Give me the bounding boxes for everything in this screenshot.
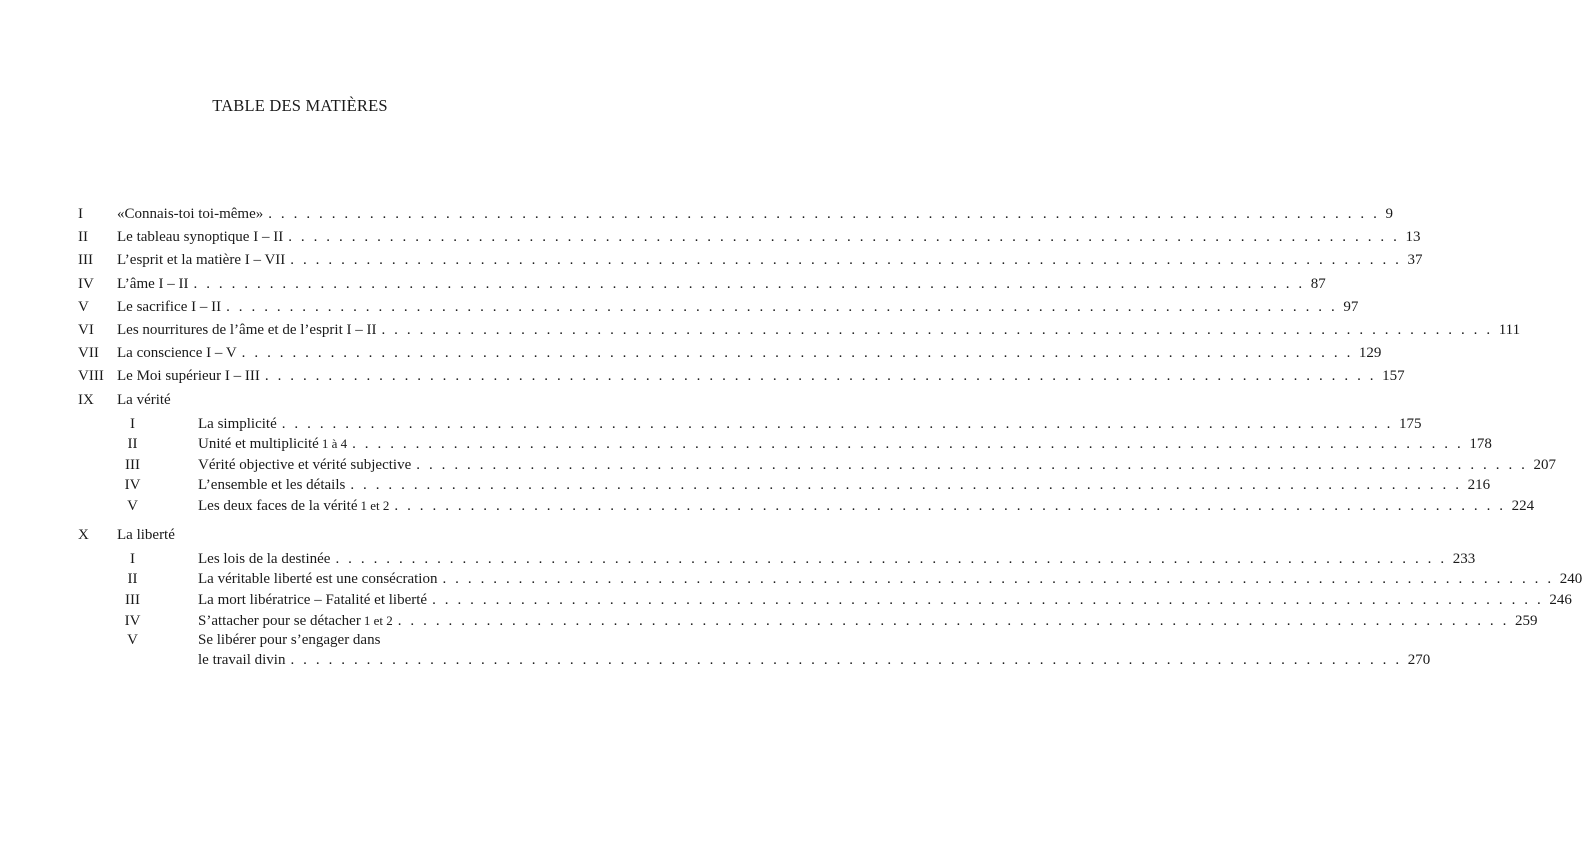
chapter-title: Le Moi supérieur I – III bbox=[117, 368, 260, 385]
section-title: Vérité objective et vérité subjective bbox=[198, 456, 412, 473]
page-number: 224 bbox=[1511, 498, 1535, 515]
section-number: I bbox=[130, 550, 135, 567]
toc-entry bbox=[78, 203, 1393, 226]
chapter-title: L’esprit et la matière I – VII bbox=[117, 252, 286, 269]
section-title: La véritable liberté est une consécration bbox=[198, 571, 438, 588]
page-number: 9 bbox=[1385, 206, 1393, 222]
section-note: 1 et 2 bbox=[360, 498, 390, 514]
page-number: 216 bbox=[1467, 477, 1491, 494]
page-number: 157 bbox=[1382, 368, 1405, 385]
dot-leader: . . . . . . . . . . . . . . . . . . . . . . . . . . . . . . . . . . . . . . . . . . . . . . . . . . . . . . . . . . . . . . . . . . . . . . . . . . . . . . . . . . . . . . . . bbox=[335, 550, 1447, 567]
toc-subentry bbox=[78, 569, 1582, 590]
section-number: V bbox=[127, 498, 138, 515]
dot-leader: . . . . . . . . . . . . . . . . . . . . . . . . . . . . . . . . . . . . . . . . . . . . . . . . . . . . . . . . . . . . . . . . . . . . . . . . . . . . . . . . . . . . . . . . bbox=[288, 229, 1400, 246]
section-number: III bbox=[125, 456, 140, 473]
chapter-title: La conscience I – V bbox=[117, 345, 237, 362]
chapter-number: I bbox=[78, 206, 83, 222]
dot-leader: . . . . . . . . . . . . . . . . . . . . . . . . . . . . . . . . . . . . . . . . . . . . . . . . . . . . . . . . . . . . . . . . . . . . . . . . . . . . . . . . . . . . . . . . bbox=[264, 368, 1377, 385]
chapter-title: «Connais-toi toi-même» bbox=[117, 206, 264, 222]
section-number: II bbox=[127, 571, 138, 588]
dot-leader: . . . . . . . . . . . . . . . . . . . . . . . . . . . . . . . . . . . . . . . . . . . . . . . . . . . . . . . . . . . . . . . . . . . . . . . . . . . . . . . . . . . . . . . . bbox=[350, 477, 1462, 494]
chapter-title: Le tableau synoptique I – II bbox=[117, 229, 284, 246]
toc-entry bbox=[78, 296, 1359, 319]
toc-subentry bbox=[78, 611, 1538, 632]
page-number: 129 bbox=[1358, 345, 1382, 362]
dot-leader: . . . . . . . . . . . . . . . . . . . . . . . . . . . . . . . . . . . . . . . . . . . . . . . . . . . . . . . . . . . . . . . . . . . . . . . . . . . . . . . . . . . . . . . . bbox=[416, 456, 1528, 473]
section-title: S’attacher pour se détacher bbox=[198, 612, 361, 629]
toc-entry bbox=[78, 389, 510, 412]
section-title: Unité et multiplicité bbox=[198, 436, 319, 453]
section-number: V bbox=[127, 632, 138, 649]
toc-entry bbox=[78, 226, 1421, 249]
page-number: 240 bbox=[1559, 571, 1582, 588]
section-title: La simplicité bbox=[198, 415, 277, 432]
dot-leader: . . . . . . . . . . . . . . . . . . . . . . . . . . . . . . . . . . . . . . . . . . . . . . . . . . . . . . . . . . . . . . . . . . . . . . . . . . . . . . . . . . . . . . . . bbox=[241, 345, 1353, 362]
section-title: L’ensemble et les détails bbox=[198, 477, 346, 494]
dot-leader: . . . . . . . . . . . . . . . . . . . . . . . . . . . . . . . . . . . . . . . . . . . . . . . . . . . . . . . . . . . . . . . . . . . . . . . . . . . . . . . . . . . . . . . . bbox=[352, 436, 1464, 453]
page-number: 13 bbox=[1405, 229, 1421, 246]
section-number: I bbox=[130, 415, 135, 432]
toc-entry bbox=[78, 249, 1423, 272]
dot-leader: . . . . . . . . . . . . . . . . . . . . . . . . . . . . . . . . . . . . . . . . . . . . . . . . . . . . . . . . . . . . . . . . . . . . . . . . . . . . . . . . . . . . . . . . bbox=[394, 498, 1506, 515]
chapter-number: III bbox=[78, 252, 93, 269]
page-number: 97 bbox=[1343, 298, 1359, 315]
chapter-number: VII bbox=[78, 345, 99, 362]
section-number: II bbox=[127, 436, 138, 453]
page-number: 259 bbox=[1514, 612, 1538, 629]
dot-leader: . . . . . . . . . . . . . . . . . . . . . . . . . . . . . . . . . . . . . . . . . . . . . . . . . . . . . . . . . . . . . . . . . . . . . . . . . . . . . . . . . . . . . . . . bbox=[290, 252, 1402, 269]
page-number: 87 bbox=[1310, 275, 1326, 292]
dot-leader: . . . . . . . . . . . . . . . . . . . . . . . . . . . . . . . . . . . . . . . . . . . . . . . . . . . . . . . . . . . . . . . . . . . . . . . . . . . . . . . . . . . . . . . . bbox=[281, 415, 1393, 432]
dot-leader: . . . . . . . . . . . . . . . . . . . . . . . . . . . . . . . . . . . . . . . . . . . . . . . . . . . . . . . . . . . . . . . . . . . . . . . . . . . . . . . . . . . . . . . . bbox=[290, 652, 1402, 669]
chapter-number: X bbox=[78, 526, 89, 543]
table-of-contents bbox=[78, 203, 1582, 671]
page-number: 111 bbox=[1498, 321, 1521, 338]
chapter-title: Les nourritures de l’âme et de l’esprit I – II bbox=[117, 321, 377, 338]
section-title: Se libérer pour s’engager dans bbox=[198, 632, 381, 649]
chapter-number: IV bbox=[78, 275, 94, 292]
page-number: 178 bbox=[1469, 436, 1492, 453]
page-number: 37 bbox=[1407, 252, 1423, 269]
toc-entry bbox=[78, 524, 510, 547]
chapter-number: II bbox=[78, 229, 88, 246]
dot-leader: . . . . . . . . . . . . . . . . . . . . . . . . . . . . . . . . . . . . . . . . . . . . . . . . . . . . . . . . . . . . . . . . . . . . . . . . . . . . . . . . . . . . . . . . bbox=[432, 592, 1544, 609]
section-title-continued: le travail divin bbox=[198, 652, 286, 669]
chapter-number: IX bbox=[78, 391, 94, 408]
page-title: TABLE DES MATIÈRES bbox=[212, 96, 388, 115]
dot-leader: . . . . . . . . . . . . . . . . . . . . . . . . . . . . . . . . . . . . . . . . . . . . . . . . . . . . . . . . . . . . . . . . . . . . . . . . . . . . . . . . . . . . . . . . bbox=[397, 612, 1509, 629]
toc-subentry bbox=[78, 549, 1476, 570]
toc-subentry bbox=[78, 475, 1491, 496]
dot-leader: . . . . . . . . . . . . . . . . . . . . . . . . . . . . . . . . . . . . . . . . . . . . . . . . . . . . . . . . . . . . . . . . . . . . . . . . . . . . . . . . . . . . . . . . bbox=[268, 206, 1380, 222]
toc-subentry bbox=[78, 590, 1572, 611]
chapter-number: VIII bbox=[78, 368, 104, 385]
toc-subentry bbox=[78, 434, 1492, 455]
toc-entry bbox=[78, 365, 1405, 388]
toc-subentry bbox=[78, 631, 510, 650]
chapter-title: La vérité bbox=[117, 391, 171, 408]
section-note: 1 à 4 bbox=[321, 436, 348, 452]
dot-leader: . . . . . . . . . . . . . . . . . . . . . . . . . . . . . . . . . . . . . . . . . . . . . . . . . . . . . . . . . . . . . . . . . . . . . . . . . . . . . . . . . . . . . . . . bbox=[193, 275, 1305, 292]
toc-subentry bbox=[78, 414, 1422, 435]
dot-leader: . . . . . . . . . . . . . . . . . . . . . . . . . . . . . . . . . . . . . . . . . . . . . . . . . . . . . . . . . . . . . . . . . . . . . . . . . . . . . . . . . . . . . . . . bbox=[381, 321, 1493, 338]
dot-leader: . . . . . . . . . . . . . . . . . . . . . . . . . . . . . . . . . . . . . . . . . . . . . . . . . . . . . . . . . . . . . . . . . . . . . . . . . . . . . . . . . . . . . . . . bbox=[226, 298, 1338, 315]
page-number: 233 bbox=[1452, 550, 1476, 567]
section-title: Les deux faces de la vérité bbox=[198, 498, 358, 515]
chapter-title: L’âme I – II bbox=[117, 275, 189, 292]
toc-entry bbox=[78, 273, 1326, 296]
page-number: 207 bbox=[1533, 456, 1556, 473]
page-number: 270 bbox=[1407, 652, 1431, 669]
section-number: III bbox=[125, 592, 140, 609]
toc-entry bbox=[78, 319, 1521, 342]
toc-subentry-continued bbox=[78, 650, 1431, 671]
toc-subentry bbox=[78, 455, 1556, 476]
toc-subentry bbox=[78, 496, 1535, 517]
section-title: La mort libératrice – Fatalité et liberté bbox=[198, 592, 428, 609]
page-number: 246 bbox=[1549, 592, 1572, 609]
section-note: 1 et 2 bbox=[363, 612, 393, 628]
chapter-title: Le sacrifice I – II bbox=[117, 298, 222, 315]
section-number: IV bbox=[124, 612, 141, 629]
dot-leader: . . . . . . . . . . . . . . . . . . . . . . . . . . . . . . . . . . . . . . . . . . . . . . . . . . . . . . . . . . . . . . . . . . . . . . . . . . . . . . . . . . . . . . . . bbox=[442, 571, 1554, 588]
chapter-title: La liberté bbox=[117, 526, 175, 543]
chapter-number: V bbox=[78, 298, 89, 315]
chapter-number: VI bbox=[78, 321, 94, 338]
page-number: 175 bbox=[1398, 415, 1422, 432]
section-title: Les lois de la destinée bbox=[198, 550, 331, 567]
toc-entry bbox=[78, 342, 1382, 365]
section-number: IV bbox=[124, 477, 141, 494]
